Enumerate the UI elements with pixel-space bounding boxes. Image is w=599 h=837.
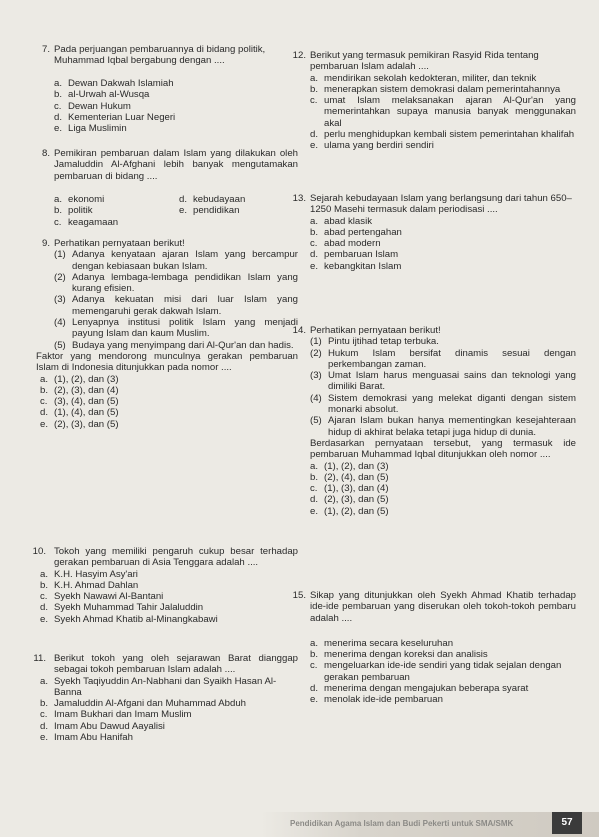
statement-1: (1) Pintu ijtihad tetap terbuka. (310, 336, 439, 348)
question-13 (292, 193, 576, 272)
question-number: 12. (292, 50, 306, 61)
question-stem: Perhatikan pernyataan berikut! (54, 238, 185, 249)
question-14 (292, 325, 576, 517)
question-stem: Tokoh yang memiliki pengaruh cukup besar terhadap gerakan pembaruan di Asia Tenggara adalah .... (54, 546, 298, 569)
option-e[interactable]: e. Imam Abu Hanifah (40, 732, 133, 744)
statement-5: (5) Ajaran Islam bukan hanya mementingkan kesejahteraan hidup di akhirat belaka tetapi juga hidup di dunia. (310, 415, 576, 438)
option-b[interactable]: b. (2), (4), dan (5) (310, 471, 389, 483)
option-a[interactable]: a. abad klasik (310, 215, 372, 227)
option-c[interactable]: c. keagamaan (54, 216, 119, 228)
question-stem: Berikut tokoh yang oleh sejarawan Barat dianggap sebagai tokoh pembaruan Islam adalah .... (54, 653, 298, 676)
statement-4: (4) Sistem demokrasi yang melekat diganti dengan sistem monarki absolut. (310, 392, 576, 416)
option-a[interactable]: a. Syekh Taqiyuddin An-Nabhani dan Syaikh Hasan Al-Banna (40, 675, 277, 698)
option-c[interactable]: c. Dewan Hukum (54, 100, 131, 112)
option-b[interactable]: b. politik (54, 205, 93, 217)
question-11 (33, 653, 298, 744)
option-d[interactable]: d. (2), (3), dan (5) (310, 494, 389, 506)
option-d[interactable]: d. Imam Abu Dawud Aayalisi (40, 720, 165, 732)
footer-book-title: Pendidikan Agama Islam dan Budi Pekerti untuk SMA/SMK (290, 819, 514, 828)
option-b[interactable]: b. menerima dengan koreksi dan analisis (310, 649, 488, 661)
statement-2: (2) Adanya lembaga-lembaga pendidikan Islam yang kurang efisien. (54, 271, 298, 295)
question-number: 11. (33, 653, 46, 664)
option-e[interactable]: e. ulama yang berdiri sendiri (310, 140, 434, 152)
question-number: 8. (41, 148, 50, 159)
option-b[interactable]: b. K.H. Ahmad Dahlan (40, 579, 139, 591)
option-c[interactable]: c. umat Islam melaksanakan ajaran Al-Qur'an yang memerintahkan supaya manusia banyak menggunakan akal (310, 95, 576, 129)
option-a[interactable]: a. menerima secara keseluruhan (310, 637, 454, 649)
statement-2: (2) Hukum Islam bersifat dinamis sesuai dengan perkembangan zaman. (310, 347, 576, 370)
option-c[interactable]: c. abad modern (310, 238, 381, 250)
option-e[interactable]: e. (2), (3), dan (5) (40, 418, 119, 430)
option-e[interactable]: e. menolak ide-ide pembaruan (310, 694, 443, 706)
option-b[interactable]: b. menerapkan sistem demokrasi dalam pemerintahannya (310, 83, 561, 95)
option-d[interactable]: d. Syekh Muhammad Tahir Jalaluddin (40, 602, 204, 614)
option-b[interactable]: b. Jamaluddin Al-Afgani dan Muhammad Abduh (40, 698, 246, 710)
option-b[interactable]: b. abad pertengahan (310, 226, 402, 238)
option-d[interactable]: d. (1), (4), dan (5) (40, 407, 119, 419)
question-number: 14. (292, 325, 306, 336)
option-b[interactable]: b. (2), (3), dan (4) (40, 384, 119, 396)
option-a[interactable]: a. K.H. Hasyim Asy'ari (40, 568, 138, 580)
question-number: 10. (32, 546, 46, 557)
option-c[interactable]: c. Syekh Nawawi Al-Bantani (40, 591, 164, 603)
question-stem: Pada perjuangan pembaruannya di bidang politik, Muhammad Iqbal bergabung dengan .... (54, 44, 266, 67)
question-stem: Berikut yang termasuk pemikiran Rasyid Rida tentang pembaruan Islam adalah .... (310, 50, 539, 73)
option-e[interactable]: e. pendidikan (179, 205, 240, 217)
option-e[interactable]: e. kebangkitan Islam (310, 260, 402, 272)
option-c[interactable]: c. (1), (3), dan (4) (310, 483, 389, 495)
question-lead: Faktor yang mendorong munculnya gerakan pembaruan Islam di Indonesia ditunjukkan pada nomor .... (36, 350, 298, 374)
statement-5: (5) Budaya yang menyimpang dari Al-Qur'an dan hadis. (54, 339, 294, 351)
option-c[interactable]: c. mengeluarkan ide-ide sendiri yang tidak sejalan dengan gerakan pembaruan (310, 660, 562, 683)
option-a[interactable]: a. mendirikan sekolah kedokteran, militer, dan teknik (310, 72, 537, 84)
question-12 (292, 50, 576, 152)
question-stem: Perhatikan pernyataan berikut! (310, 325, 441, 336)
option-a[interactable]: a. (1), (2), dan (3) (310, 460, 389, 472)
option-a[interactable]: a. (1), (2), dan (3) (40, 373, 119, 385)
question-number: 15. (292, 590, 306, 601)
question-stem: Pemikiran pembaruan dalam Islam yang dilakukan oleh Jamaluddin Al-Afghani lebih banyak mengutamakan pembaruan di bidang .... (54, 148, 298, 182)
option-e[interactable]: e. Syekh Ahmad Khatib al-Minangkabawi (40, 613, 218, 625)
question-lead: Berdasarkan pernyataan tersebut, yang termasuk ide pembaruan Muhammad Iqbal ditunjukkan oleh nomor .... (310, 437, 576, 461)
option-d[interactable]: d. kebudayaan (179, 194, 246, 205)
question-stem: Sikap yang ditunjukkan oleh Syekh Ahmad Khatib terhadap ide-ide pembaruan yang diserukan oleh tokoh-tokoh pembaru adalah .... (310, 590, 576, 624)
option-c[interactable]: c. (3), (4), dan (5) (40, 396, 119, 408)
option-e[interactable]: e. (1), (2), dan (5) (310, 505, 389, 517)
question-number: 9. (41, 238, 50, 249)
option-d[interactable]: d. Kementerian Luar Negeri (54, 111, 176, 123)
page-number: 57 (552, 812, 582, 834)
statement-3: (3) Adanya kekuatan misi dari luar Islam yang memengaruhi gerak dakwah Islam. (54, 294, 298, 317)
question-15 (292, 590, 576, 706)
option-b[interactable]: b. al-Urwah al-Wusqa (54, 89, 150, 101)
option-e[interactable]: e. Liga Muslimin (54, 123, 127, 135)
option-a[interactable]: a. ekonomi (54, 194, 105, 205)
question-9 (36, 238, 298, 430)
question-7 (36, 44, 298, 134)
question-number: 13. (292, 193, 306, 204)
statement-3: (3) Umat Islam harus menguasai sains dan teknologi yang dimiliki Barat. (310, 370, 576, 393)
question-10 (32, 546, 298, 625)
question-number: 7. (41, 44, 50, 55)
option-d[interactable]: d. menerima dengan mengajukan beberapa syarat (310, 683, 529, 695)
question-8 (36, 148, 298, 228)
option-d[interactable]: d. pembaruan Islam (310, 249, 399, 261)
option-a[interactable]: a. Dewan Dakwah Islamiah (54, 78, 174, 89)
option-c[interactable]: c. Imam Bukhari dan Imam Muslim (40, 709, 192, 721)
statement-4: (4) Lenyapnya institusi politik Islam yang menjadi payung Islam dan kaum Muslim. (54, 317, 298, 340)
option-d[interactable]: d. perlu menghidupkan kembali sistem pemerintahan khalifah (310, 129, 575, 141)
statement-1: (1) Adanya kenyataan ajaran Islam yang bercampur dengan kebiasaan bukan Islam. (54, 249, 298, 272)
question-stem: Sejarah kebudayaan Islam yang berlangsung dari tahun 650–1250 Masehi termasuk dalam periodisasi .... (310, 193, 572, 216)
